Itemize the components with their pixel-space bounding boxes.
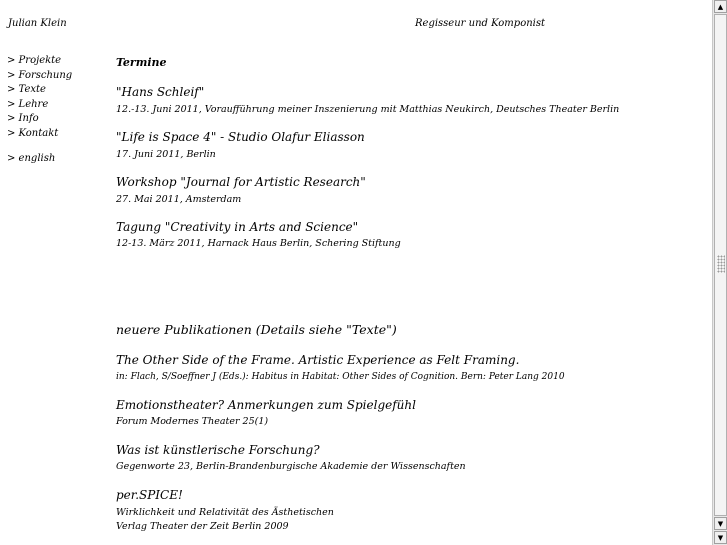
publications-heading: neuere Publikationen (Details siehe "Texte"): [116, 322, 397, 337]
termin-title: Workshop "Journal for Artistic Research": [116, 175, 366, 189]
main-navigation: [7, 54, 72, 167]
scroll-up-icon[interactable]: ▲: [714, 0, 727, 13]
termin-title: Tagung "Creativity in Arts and Science": [116, 220, 359, 234]
scrollbar-thumb[interactable]: [714, 14, 727, 516]
nav-item-kontakt[interactable]: > Kontakt: [7, 127, 59, 139]
site-name: Julian Klein: [8, 18, 67, 29]
termine-title: Termine: [116, 56, 167, 69]
scroll-down-icon[interactable]: ▼: [714, 531, 727, 544]
termin-title: "Hans Schleif": [116, 85, 205, 99]
termin-detail: 12.-13. Juni 2011, Voraufführung meiner Inszenierung mit Matthias Neukirch, Deutsches Theater Berlin: [116, 104, 620, 115]
publication-title: Emotionstheater? Anmerkungen zum Spielgefühl: [116, 398, 416, 412]
termin-detail: 17. Juni 2011, Berlin: [116, 149, 216, 160]
publication-title: per.SPICE!: [116, 488, 183, 502]
vertical-scrollbar[interactable]: [712, 0, 727, 545]
publication-title: The Other Side of the Frame. Artistic Experience as Felt Framing.: [116, 353, 520, 367]
scroll-down-icon[interactable]: ▼: [714, 517, 727, 530]
grip-icon: [717, 255, 725, 273]
publication-detail: Wirklichkeit und Relativität des Ästhetischen: [116, 507, 334, 518]
publication-detail: Gegenworte 23, Berlin-Brandenburgische Akademie der Wissenschaften: [116, 461, 466, 472]
nav-spacer: [7, 141, 72, 152]
publication-detail: Forum Modernes Theater 25(1): [116, 416, 269, 427]
termin-detail: 27. Mai 2011, Amsterdam: [116, 194, 242, 205]
nav-item-info[interactable]: > Info: [7, 113, 39, 124]
nav-item-english[interactable]: > english: [7, 153, 56, 164]
nav-item-lehre[interactable]: > Lehre: [7, 98, 49, 110]
publication-title: Was ist künstlerische Forschung?: [116, 443, 320, 457]
nav-item-texte[interactable]: > Texte: [7, 84, 46, 95]
nav-item-forschung[interactable]: > Forschung: [7, 69, 73, 81]
nav-item-projekte[interactable]: > Projekte: [7, 55, 62, 66]
termin-title: "Life is Space 4" - Studio Olafur Eliasson: [116, 130, 365, 144]
site-tagline: Regisseur und Komponist: [415, 18, 546, 29]
publication-detail: in: Flach, S/Soeffner J (Eds.): Habitus in Habitat: Other Sides of Cognition. Bern: Peter Lang 2010: [116, 372, 565, 382]
termin-detail: 12-13. März 2011, Harnack Haus Berlin, Schering Stiftung: [116, 238, 401, 249]
publication-detail: Verlag Theater der Zeit Berlin 2009: [116, 521, 289, 532]
